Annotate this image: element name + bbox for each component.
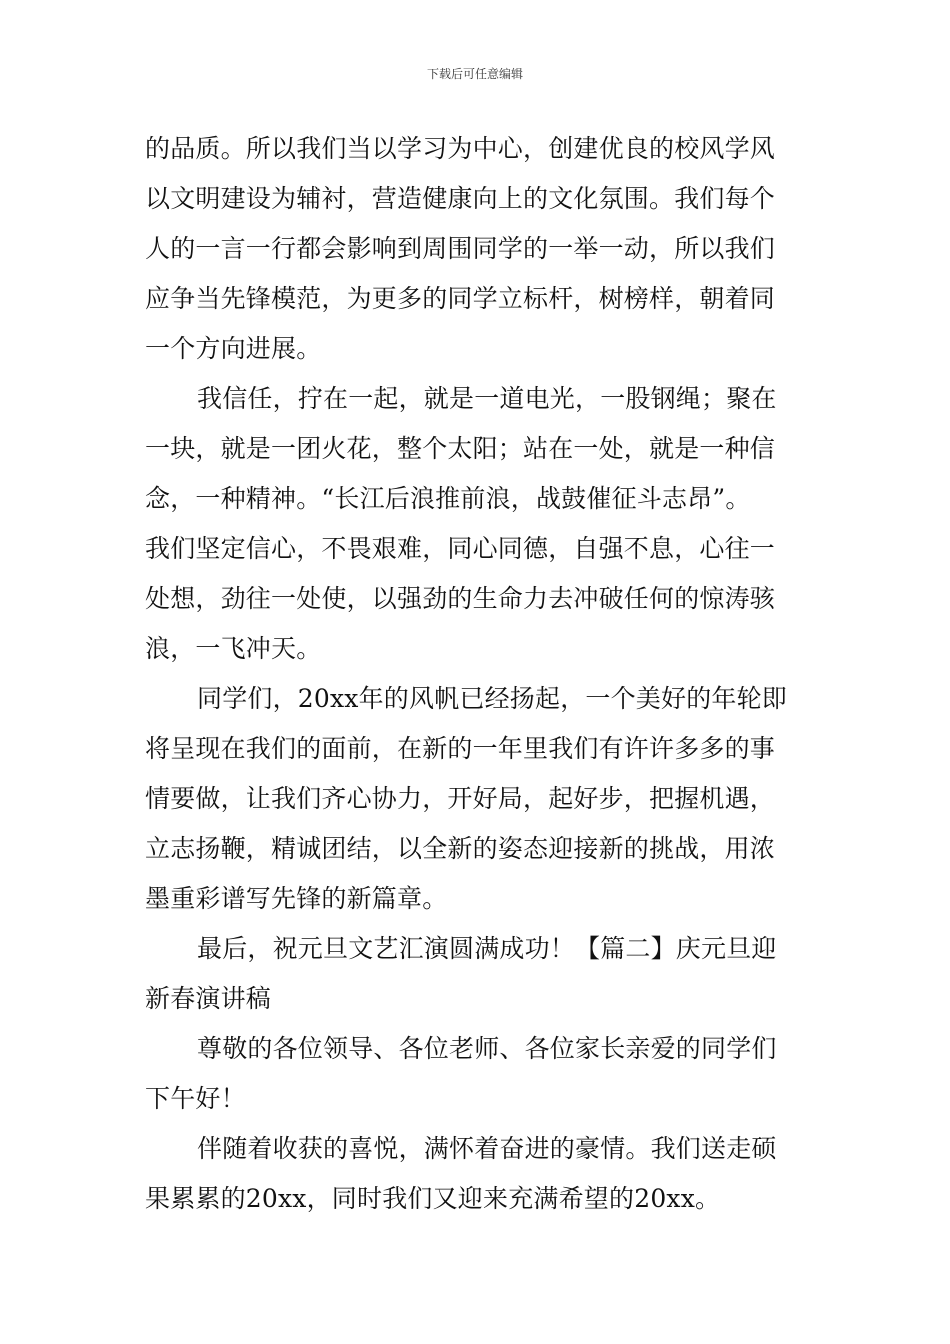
text-line: 念，一种精神。“长江后浪推前浪，战鼓催征斗志昂”。 bbox=[145, 484, 751, 513]
paragraph-first-line: 我信任，拧在一起，就是一道电光，一股钢绳；聚在 bbox=[197, 384, 777, 413]
text-line: 一块，就是一团火花，整个太阳；站在一处，就是一种信 bbox=[145, 434, 776, 463]
paragraph-first-line: 伴随着收获的喜悦，满怀着奋进的豪情。我们送走硕 bbox=[197, 1134, 777, 1163]
text-line: 的品质。所以我们当以学习为中心，创建优良的校风学风 bbox=[145, 134, 776, 163]
paragraph-first-line: 最后，祝元旦文艺汇演圆满成功！【篇二】庆元旦迎 bbox=[197, 934, 777, 963]
text-line: 情要做，让我们齐心协力，开好局，起好步，把握机遇， bbox=[145, 784, 776, 813]
text-line: 一个方向进展。 bbox=[145, 334, 322, 363]
document-body bbox=[145, 124, 810, 1224]
text-line: 将呈现在我们的面前，在新的一年里我们有许许多多的事 bbox=[145, 734, 776, 763]
page-header-note: 下载后可任意编辑 bbox=[426, 67, 523, 81]
text-line: 我们坚定信心，不畏艰难，同心同德，自强不息，心往一 bbox=[145, 534, 776, 563]
text-line: 立志扬鞭，精诚团结，以全新的姿态迎接新的挑战，用浓 bbox=[145, 834, 776, 863]
text-line: 处想，劲往一处使，以强劲的生命力去冲破任何的惊涛骇 bbox=[145, 584, 776, 613]
paragraph-first-line: 尊敬的各位领导、各位老师、各位家长亲爱的同学们 bbox=[197, 1034, 777, 1063]
text-line: 人的一言一行都会影响到周围同学的一举一动，所以我们 bbox=[145, 234, 776, 263]
text-line: 浪，一飞冲天。 bbox=[145, 634, 322, 663]
text-line: 墨重彩谱写先锋的新篇章。 bbox=[145, 884, 448, 913]
text-line: 下午好！ bbox=[145, 1084, 246, 1113]
text-line: 应争当先锋模范，为更多的同学立标杆，树榜样，朝着同 bbox=[145, 284, 776, 313]
paragraph-first-line: 同学们，20xx年的风帆已经扬起，一个美好的年轮即 bbox=[197, 684, 788, 713]
text-line: 果累累的20xx，同时我们又迎来充满希望的20xx。 bbox=[145, 1184, 721, 1213]
text-line: 新春演讲稿 bbox=[145, 984, 272, 1013]
text-line: 以文明建设为辅衬，营造健康向上的文化氛围。我们每个 bbox=[145, 184, 776, 213]
